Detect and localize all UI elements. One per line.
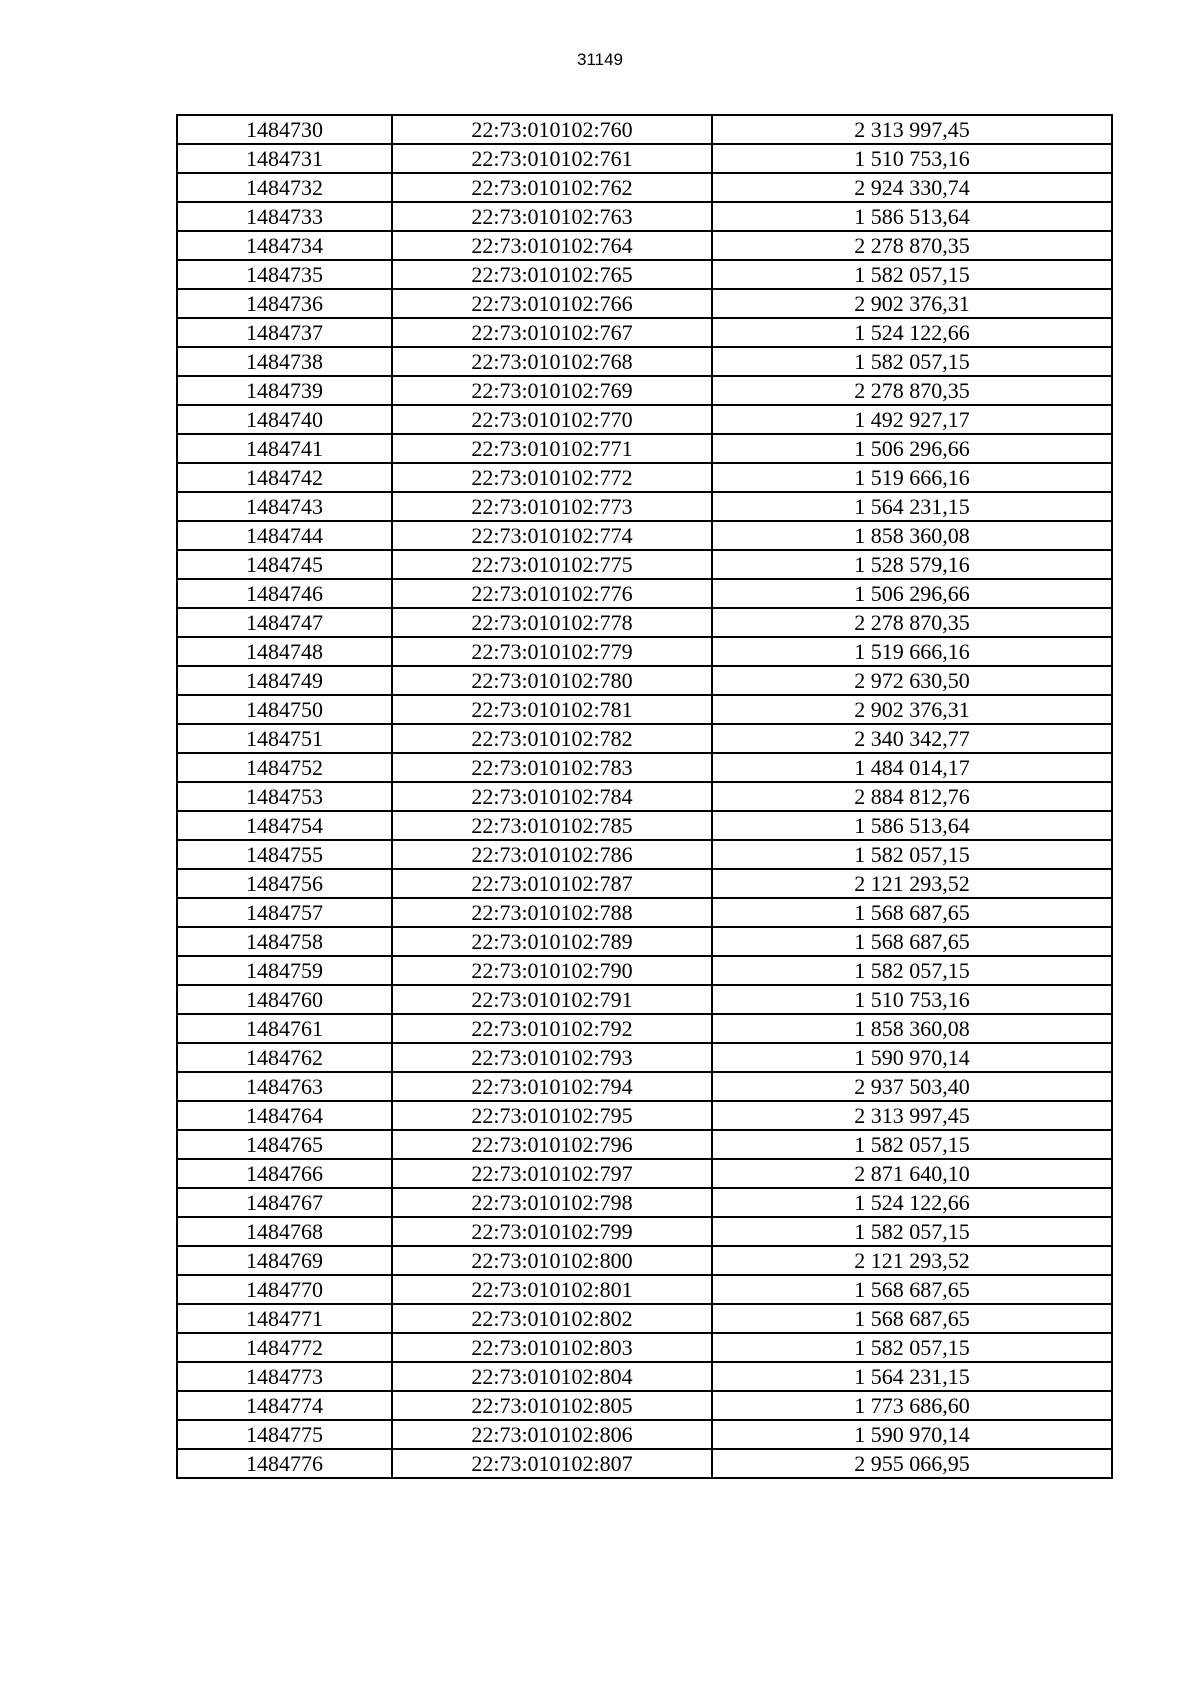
row-id-cell: 1484742 [177, 463, 392, 492]
table-row [177, 550, 1112, 579]
cadastral-number-cell: 22:73:010102:781 [392, 695, 712, 724]
table-body [177, 115, 1112, 1478]
table-row [177, 1275, 1112, 1304]
row-id-cell: 1484743 [177, 492, 392, 521]
data-table [176, 114, 1113, 1479]
cadastral-number-cell: 22:73:010102:776 [392, 579, 712, 608]
value-cell: 1 528 579,16 [712, 550, 1112, 579]
cadastral-number-cell: 22:73:010102:788 [392, 898, 712, 927]
table-row [177, 724, 1112, 753]
row-id-cell: 1484770 [177, 1275, 392, 1304]
value-cell: 2 313 997,45 [712, 115, 1112, 144]
row-id-cell: 1484736 [177, 289, 392, 318]
table-row [177, 1333, 1112, 1362]
row-id-cell: 1484771 [177, 1304, 392, 1333]
value-cell: 1 858 360,08 [712, 521, 1112, 550]
cadastral-number-cell: 22:73:010102:763 [392, 202, 712, 231]
row-id-cell: 1484756 [177, 869, 392, 898]
cadastral-number-cell: 22:73:010102:784 [392, 782, 712, 811]
row-id-cell: 1484745 [177, 550, 392, 579]
cadastral-number-cell: 22:73:010102:804 [392, 1362, 712, 1391]
row-id-cell: 1484746 [177, 579, 392, 608]
cadastral-number-cell: 22:73:010102:805 [392, 1391, 712, 1420]
row-id-cell: 1484774 [177, 1391, 392, 1420]
cadastral-number-cell: 22:73:010102:772 [392, 463, 712, 492]
value-cell: 1 586 513,64 [712, 811, 1112, 840]
value-cell: 2 121 293,52 [712, 869, 1112, 898]
value-cell: 1 564 231,15 [712, 1362, 1112, 1391]
table-row [177, 811, 1112, 840]
value-cell: 2 313 997,45 [712, 1101, 1112, 1130]
value-cell: 2 902 376,31 [712, 289, 1112, 318]
cadastral-number-cell: 22:73:010102:791 [392, 985, 712, 1014]
cadastral-number-cell: 22:73:010102:782 [392, 724, 712, 753]
cadastral-number-cell: 22:73:010102:796 [392, 1130, 712, 1159]
value-cell: 1 524 122,66 [712, 1188, 1112, 1217]
value-cell: 1 524 122,66 [712, 318, 1112, 347]
cadastral-number-cell: 22:73:010102:778 [392, 608, 712, 637]
row-id-cell: 1484741 [177, 434, 392, 463]
row-id-cell: 1484750 [177, 695, 392, 724]
value-cell: 1 582 057,15 [712, 260, 1112, 289]
cadastral-number-cell: 22:73:010102:789 [392, 927, 712, 956]
table-row [177, 695, 1112, 724]
row-id-cell: 1484749 [177, 666, 392, 695]
row-id-cell: 1484761 [177, 1014, 392, 1043]
table-row [177, 579, 1112, 608]
row-id-cell: 1484759 [177, 956, 392, 985]
row-id-cell: 1484769 [177, 1246, 392, 1275]
value-cell: 1 568 687,65 [712, 927, 1112, 956]
row-id-cell: 1484754 [177, 811, 392, 840]
table-row [177, 869, 1112, 898]
table-row [177, 434, 1112, 463]
value-cell: 2 121 293,52 [712, 1246, 1112, 1275]
row-id-cell: 1484775 [177, 1420, 392, 1449]
table-row [177, 1130, 1112, 1159]
table-row [177, 1362, 1112, 1391]
cadastral-number-cell: 22:73:010102:766 [392, 289, 712, 318]
table-row [177, 231, 1112, 260]
value-cell: 1 492 927,17 [712, 405, 1112, 434]
table-row [177, 347, 1112, 376]
value-cell: 2 871 640,10 [712, 1159, 1112, 1188]
cadastral-number-cell: 22:73:010102:774 [392, 521, 712, 550]
table-row [177, 289, 1112, 318]
table-row [177, 115, 1112, 144]
value-cell: 1 510 753,16 [712, 144, 1112, 173]
row-id-cell: 1484755 [177, 840, 392, 869]
value-cell: 1 568 687,65 [712, 1304, 1112, 1333]
table-row [177, 1159, 1112, 1188]
row-id-cell: 1484730 [177, 115, 392, 144]
page-number: 31149 [576, 50, 623, 69]
cadastral-number-cell: 22:73:010102:775 [392, 550, 712, 579]
cadastral-number-cell: 22:73:010102:807 [392, 1449, 712, 1478]
cadastral-number-cell: 22:73:010102:780 [392, 666, 712, 695]
table-row [177, 608, 1112, 637]
value-cell: 2 955 066,95 [712, 1449, 1112, 1478]
cadastral-number-cell: 22:73:010102:761 [392, 144, 712, 173]
table-row [177, 260, 1112, 289]
cadastral-number-cell: 22:73:010102:806 [392, 1420, 712, 1449]
row-id-cell: 1484732 [177, 173, 392, 202]
value-cell: 1 568 687,65 [712, 1275, 1112, 1304]
row-id-cell: 1484739 [177, 376, 392, 405]
table-row [177, 753, 1112, 782]
cadastral-number-cell: 22:73:010102:760 [392, 115, 712, 144]
row-id-cell: 1484747 [177, 608, 392, 637]
value-cell: 1 510 753,16 [712, 985, 1112, 1014]
row-id-cell: 1484758 [177, 927, 392, 956]
table-row [177, 318, 1112, 347]
cadastral-number-cell: 22:73:010102:793 [392, 1043, 712, 1072]
cadastral-number-cell: 22:73:010102:787 [392, 869, 712, 898]
row-id-cell: 1484773 [177, 1362, 392, 1391]
value-cell: 1 564 231,15 [712, 492, 1112, 521]
table-row [177, 1101, 1112, 1130]
value-cell: 2 937 503,40 [712, 1072, 1112, 1101]
row-id-cell: 1484763 [177, 1072, 392, 1101]
cadastral-number-cell: 22:73:010102:785 [392, 811, 712, 840]
cadastral-number-cell: 22:73:010102:762 [392, 173, 712, 202]
row-id-cell: 1484737 [177, 318, 392, 347]
table-row [177, 173, 1112, 202]
table-row [177, 840, 1112, 869]
cadastral-number-cell: 22:73:010102:799 [392, 1217, 712, 1246]
table-row [177, 376, 1112, 405]
cadastral-number-cell: 22:73:010102:783 [392, 753, 712, 782]
table-row [177, 492, 1112, 521]
row-id-cell: 1484776 [177, 1449, 392, 1478]
table-row [177, 1188, 1112, 1217]
table-row [177, 202, 1112, 231]
cadastral-number-cell: 22:73:010102:769 [392, 376, 712, 405]
table-row [177, 956, 1112, 985]
row-id-cell: 1484751 [177, 724, 392, 753]
table-row [177, 782, 1112, 811]
table-row [177, 1449, 1112, 1478]
row-id-cell: 1484733 [177, 202, 392, 231]
value-cell: 2 924 330,74 [712, 173, 1112, 202]
value-cell: 1 773 686,60 [712, 1391, 1112, 1420]
row-id-cell: 1484767 [177, 1188, 392, 1217]
cadastral-number-cell: 22:73:010102:798 [392, 1188, 712, 1217]
table-row [177, 1014, 1112, 1043]
row-id-cell: 1484731 [177, 144, 392, 173]
row-id-cell: 1484768 [177, 1217, 392, 1246]
row-id-cell: 1484765 [177, 1130, 392, 1159]
value-cell: 1 582 057,15 [712, 347, 1112, 376]
value-cell: 1 519 666,16 [712, 463, 1112, 492]
row-id-cell: 1484760 [177, 985, 392, 1014]
value-cell: 1 582 057,15 [712, 1333, 1112, 1362]
cadastral-number-cell: 22:73:010102:795 [392, 1101, 712, 1130]
table-row [177, 985, 1112, 1014]
table-row [177, 1246, 1112, 1275]
row-id-cell: 1484753 [177, 782, 392, 811]
value-cell: 1 506 296,66 [712, 579, 1112, 608]
value-cell: 2 278 870,35 [712, 376, 1112, 405]
table-row [177, 1217, 1112, 1246]
table-row [177, 1043, 1112, 1072]
row-id-cell: 1484766 [177, 1159, 392, 1188]
value-cell: 1 484 014,17 [712, 753, 1112, 782]
row-id-cell: 1484757 [177, 898, 392, 927]
value-cell: 1 586 513,64 [712, 202, 1112, 231]
value-cell: 1 858 360,08 [712, 1014, 1112, 1043]
table-row [177, 1072, 1112, 1101]
table-row [177, 1420, 1112, 1449]
value-cell: 1 506 296,66 [712, 434, 1112, 463]
cadastral-number-cell: 22:73:010102:764 [392, 231, 712, 260]
table-row [177, 1391, 1112, 1420]
table-row [177, 927, 1112, 956]
cadastral-number-cell: 22:73:010102:794 [392, 1072, 712, 1101]
row-id-cell: 1484752 [177, 753, 392, 782]
row-id-cell: 1484772 [177, 1333, 392, 1362]
cadastral-number-cell: 22:73:010102:802 [392, 1304, 712, 1333]
cadastral-number-cell: 22:73:010102:797 [392, 1159, 712, 1188]
row-id-cell: 1484764 [177, 1101, 392, 1130]
value-cell: 2 340 342,77 [712, 724, 1112, 753]
value-cell: 1 582 057,15 [712, 1130, 1112, 1159]
cadastral-number-cell: 22:73:010102:765 [392, 260, 712, 289]
cadastral-number-cell: 22:73:010102:790 [392, 956, 712, 985]
value-cell: 1 582 057,15 [712, 1217, 1112, 1246]
cadastral-number-cell: 22:73:010102:770 [392, 405, 712, 434]
value-cell: 2 972 630,50 [712, 666, 1112, 695]
table-row [177, 1304, 1112, 1333]
row-id-cell: 1484738 [177, 347, 392, 376]
table-row [177, 521, 1112, 550]
cadastral-number-cell: 22:73:010102:773 [392, 492, 712, 521]
value-cell: 1 590 970,14 [712, 1420, 1112, 1449]
cadastral-number-cell: 22:73:010102:779 [392, 637, 712, 666]
cadastral-number-cell: 22:73:010102:767 [392, 318, 712, 347]
cadastral-number-cell: 22:73:010102:786 [392, 840, 712, 869]
row-id-cell: 1484748 [177, 637, 392, 666]
cadastral-number-cell: 22:73:010102:801 [392, 1275, 712, 1304]
table-row [177, 898, 1112, 927]
row-id-cell: 1484734 [177, 231, 392, 260]
table-row [177, 144, 1112, 173]
row-id-cell: 1484740 [177, 405, 392, 434]
value-cell: 1 582 057,15 [712, 840, 1112, 869]
table-row [177, 405, 1112, 434]
cadastral-number-cell: 22:73:010102:803 [392, 1333, 712, 1362]
value-cell: 1 568 687,65 [712, 898, 1112, 927]
cadastral-number-cell: 22:73:010102:771 [392, 434, 712, 463]
value-cell: 2 884 812,76 [712, 782, 1112, 811]
row-id-cell: 1484744 [177, 521, 392, 550]
value-cell: 1 590 970,14 [712, 1043, 1112, 1072]
cadastral-number-cell: 22:73:010102:800 [392, 1246, 712, 1275]
value-cell: 2 278 870,35 [712, 231, 1112, 260]
row-id-cell: 1484762 [177, 1043, 392, 1072]
cadastral-number-cell: 22:73:010102:768 [392, 347, 712, 376]
value-cell: 2 278 870,35 [712, 608, 1112, 637]
row-id-cell: 1484735 [177, 260, 392, 289]
value-cell: 1 519 666,16 [712, 637, 1112, 666]
table-row [177, 637, 1112, 666]
value-cell: 1 582 057,15 [712, 956, 1112, 985]
table-row [177, 463, 1112, 492]
table-row [177, 666, 1112, 695]
cadastral-number-cell: 22:73:010102:792 [392, 1014, 712, 1043]
value-cell: 2 902 376,31 [712, 695, 1112, 724]
